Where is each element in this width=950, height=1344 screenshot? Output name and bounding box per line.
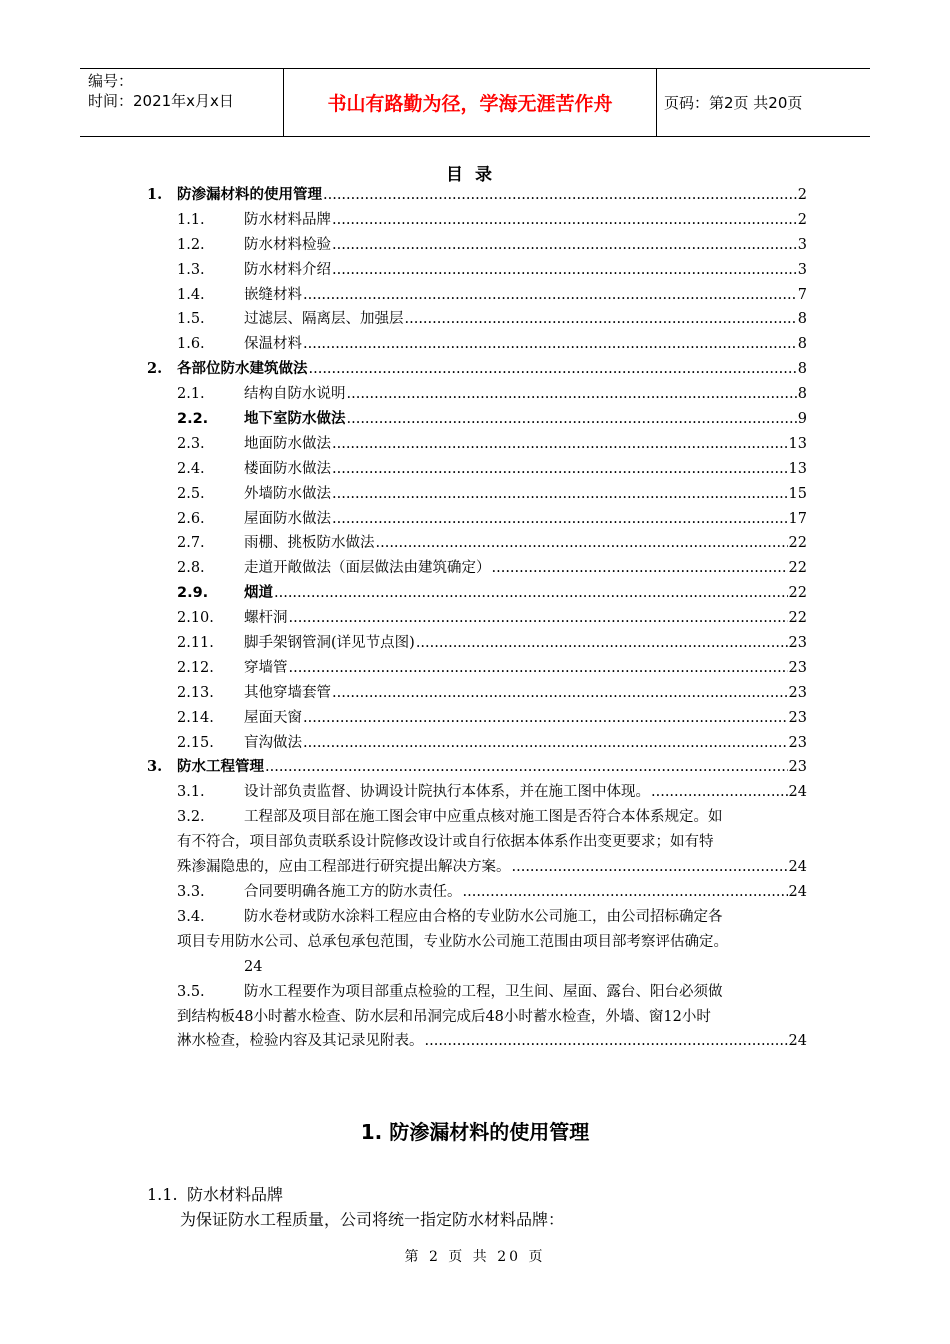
page-footer: 第 2 页 共 20 页	[404, 1249, 546, 1265]
toc-entry-text-line: 项目专用防水公司、总承包承包范围，专业防水公司施工范围由项目部考察评估确定。	[177, 933, 728, 950]
toc-entry[interactable]	[147, 531, 807, 556]
toc-entry[interactable]	[147, 382, 807, 407]
body-paragraph: 为保证防水工程质量，公司将统一指定防水材料品牌：	[180, 1210, 565, 1229]
toc-leader-dots	[416, 631, 788, 656]
toc-entry-number: 2.13.	[177, 684, 214, 701]
toc-leader-dots	[332, 681, 788, 706]
toc-entry-number: 1.5.	[177, 311, 205, 328]
toc-entry-number: 2.12.	[177, 659, 214, 676]
toc-entry-text: 走道开敞做法（面层做法由建筑确定）	[244, 560, 491, 577]
toc-entry-text: 各部位防水建筑做法	[177, 361, 308, 378]
toc-entry-page: 3	[797, 236, 807, 253]
toc-leader-dots	[332, 482, 788, 507]
header-meta	[80, 69, 283, 136]
toc-leader-dots	[332, 233, 797, 258]
toc-entry[interactable]	[147, 432, 807, 457]
toc-entry[interactable]	[147, 681, 807, 706]
toc-entry-text: 防渗漏材料的使用管理	[177, 187, 322, 203]
toc-entry-text: 防水材料品牌	[244, 211, 331, 228]
toc-entry-number: 2.	[147, 360, 163, 378]
toc-entry[interactable]	[147, 283, 807, 308]
toc-entry-page: 23	[788, 635, 807, 652]
toc-entry-text: 雨棚、挑板防水做法	[244, 535, 375, 552]
toc-leader-dots	[405, 307, 797, 332]
toc-entry[interactable]	[147, 656, 807, 681]
toc-leader-dots	[376, 531, 788, 556]
toc-entry-page: 22	[788, 610, 807, 627]
toc-entry-text: 合同要明确各施工方的防水责任。	[244, 883, 462, 900]
toc-entry[interactable]	[147, 706, 807, 731]
toc-entry-text: 地面防水做法	[244, 435, 331, 452]
toc-entry-number: 1.6.	[177, 336, 205, 353]
toc-entry[interactable]	[147, 457, 807, 482]
toc-entry-page: 13	[788, 435, 807, 452]
toc-entry[interactable]	[147, 357, 807, 382]
toc-leader-dots	[309, 357, 797, 382]
toc-entry[interactable]	[147, 606, 807, 631]
toc-leader-dots	[289, 606, 788, 631]
toc-entry-number: 2.15.	[177, 734, 214, 751]
toc-leader-dots	[425, 1029, 788, 1054]
toc-entry[interactable]	[147, 556, 807, 581]
toc-entry-text: 防水材料介绍	[244, 261, 331, 278]
toc-entry-page: 24	[244, 958, 263, 975]
toc-entry-page: 2	[797, 187, 807, 203]
toc-entry-number: 3.5.	[177, 983, 205, 1000]
toc-entry-page: 24	[788, 784, 807, 801]
toc-entry[interactable]	[147, 233, 807, 258]
toc-entry-page: 23	[788, 734, 807, 751]
toc-leader-dots	[303, 706, 788, 731]
toc-entry-number: 3.3.	[177, 883, 205, 900]
toc-entry-text: 穿墙管	[244, 659, 288, 676]
toc-leader-dots	[289, 656, 788, 681]
header-date: 时间：2021年x月x日	[88, 92, 234, 110]
toc-entry-page: 22	[788, 560, 807, 577]
toc-entry-text-line: 防水卷材或防水涂料工程应由合格的专业防水公司施工，由公司招标确定各	[244, 908, 723, 925]
toc-leader-dots	[463, 880, 788, 905]
section-title: 1. 防渗漏材料的使用管理	[360, 1120, 590, 1144]
toc-entry[interactable]	[147, 332, 807, 357]
toc-leader-dots	[347, 407, 797, 432]
toc-entry-number: 2.9.	[177, 585, 209, 602]
toc-entry-text-line: 殊渗漏隐患的，应由工程部进行研究提出解决方案。	[177, 859, 511, 876]
toc-entry-number: 1.3.	[177, 261, 205, 278]
toc-entry-number: 1.2.	[177, 236, 205, 253]
toc-entry-text: 结构自防水说明	[244, 386, 346, 403]
subsection-text: 防水材料品牌	[187, 1185, 284, 1204]
toc-entry[interactable]	[147, 208, 807, 233]
header-motto: 书山有路勤为径，学海无涯苦作舟	[283, 69, 657, 136]
toc-leader-dots	[274, 581, 788, 606]
toc-leader-dots	[347, 382, 797, 407]
toc-entry-number: 1.4.	[177, 286, 205, 303]
toc-entry-number: 2.5.	[177, 485, 205, 502]
toc-entry-number: 3.4.	[177, 908, 205, 925]
toc-entry[interactable]	[147, 183, 807, 208]
header-number: 编号：	[88, 72, 134, 90]
toc-entry-number: 2.6.	[177, 510, 205, 527]
toc-leader-dots	[332, 208, 797, 233]
toc-entry-number: 1.1.	[177, 211, 205, 228]
toc-entry-page: 7	[797, 286, 807, 303]
toc-entry-text-line: 有不符合，项目部负责联系设计院修改设计或自行依据本体系作出变更要求；如有特	[177, 834, 714, 851]
toc-entry-number: 2.10.	[177, 610, 214, 627]
toc-entry-page: 22	[788, 585, 807, 602]
toc-leader-dots	[265, 755, 788, 780]
subsection-number: 1.1.	[147, 1185, 178, 1204]
toc-entry[interactable]	[147, 581, 807, 606]
toc-leader-dots	[303, 731, 788, 756]
toc-entry-text: 嵌缝材料	[244, 286, 302, 303]
toc-entry-page: 15	[788, 485, 807, 502]
toc-entry-number: 2.3.	[177, 435, 205, 452]
toc-entry-text-line: 工程部及项目部在施工图会审中应重点核对施工图是否符合本体系规定。如	[244, 809, 723, 826]
header-page-info: 页码：第2页 共20页	[664, 94, 803, 112]
subsection-title	[147, 1182, 283, 1205]
toc-title: 目录	[446, 165, 504, 185]
toc-entry-page: 17	[788, 510, 807, 527]
toc-entry-text: 脚手架钢管洞(详见节点图)	[244, 635, 415, 652]
toc-leader-dots	[492, 556, 788, 581]
toc-entry-text: 防水材料检验	[244, 236, 331, 253]
toc-entry-number: 2.4.	[177, 460, 205, 477]
toc-entry-page: 22	[788, 535, 807, 552]
toc-leader-dots	[303, 283, 797, 308]
toc-entry-page: 23	[788, 659, 807, 676]
toc-entry-text: 外墙防水做法	[244, 485, 331, 502]
toc-entry-number: 3.2.	[177, 809, 205, 826]
toc-entry-text: 屋面防水做法	[244, 510, 331, 527]
toc-entry-text: 过滤层、隔离层、加强层	[244, 311, 404, 328]
toc-leader-dots	[651, 780, 788, 805]
toc-entry-text: 防水工程管理	[177, 759, 264, 776]
toc-entry-text: 楼面防水做法	[244, 460, 331, 477]
toc-entry-3-4[interactable]	[147, 905, 807, 980]
toc-entry[interactable]	[147, 307, 807, 332]
toc-entry-text: 螺杆洞	[244, 610, 288, 627]
toc-entry-page: 24	[788, 859, 807, 876]
toc-entry-page: 23	[788, 709, 807, 726]
toc-entry-text-line: 淋水检查，检验内容及其记录见附表。	[177, 1033, 424, 1050]
toc-entry-number: 2.7.	[177, 535, 205, 552]
toc-entry[interactable]	[147, 755, 807, 780]
toc-leader-dots	[332, 258, 797, 283]
toc-entry-page: 2	[797, 211, 807, 228]
toc-entry-text-line: 防水工程要作为项目部重点检验的工程，卫生间、屋面、露台、阳台必须做	[244, 983, 723, 1000]
toc-entry-page: 8	[797, 311, 807, 328]
toc-entry-page: 9	[797, 411, 807, 428]
toc-entry-number: 3.	[147, 758, 163, 776]
toc-entry-text-line: 到结构板48小时蓄水检查、防水层和吊洞完成后48小时蓄水检查，外墙、窗12小时	[177, 1008, 711, 1025]
toc-leader-dots	[332, 432, 788, 457]
toc-entry-text: 屋面天窗	[244, 709, 302, 726]
toc-entry[interactable]	[147, 258, 807, 283]
toc-entry-page: 8	[797, 361, 807, 378]
toc-entry-number: 2.1.	[177, 386, 205, 403]
toc-leader-dots	[332, 457, 788, 482]
toc-entry-number: 2.11.	[177, 635, 214, 652]
toc-entry-number: 2.2.	[177, 411, 209, 428]
toc-entry-text: 盲沟做法	[244, 734, 302, 751]
toc-entry[interactable]	[147, 731, 807, 756]
toc-entry-number: 1.	[147, 186, 163, 203]
toc-entry-number: 3.1.	[177, 784, 205, 801]
table-of-contents	[147, 183, 807, 1054]
toc-entry[interactable]	[147, 507, 807, 532]
toc-entry-page: 23	[788, 684, 807, 701]
toc-entry-page: 3	[797, 261, 807, 278]
toc-entry-3-3[interactable]	[147, 880, 807, 905]
toc-entry-page: 24	[788, 1033, 807, 1050]
toc-entry-text: 设计部负责监督、协调设计院执行本体系，并在施工图中体现。	[244, 784, 650, 801]
toc-entry[interactable]	[147, 482, 807, 507]
toc-entry-page: 8	[797, 386, 807, 403]
toc-entry-number: 2.8.	[177, 560, 205, 577]
toc-leader-dots	[323, 183, 797, 208]
toc-entry-page: 13	[788, 460, 807, 477]
toc-entry-page: 24	[788, 883, 807, 900]
toc-entry-page: 23	[788, 759, 807, 776]
toc-entry-3-5[interactable]	[147, 980, 807, 1055]
toc-leader-dots	[512, 855, 788, 880]
page-header	[80, 68, 870, 137]
toc-entry[interactable]	[147, 407, 807, 432]
toc-leader-dots	[332, 507, 788, 532]
toc-entry-text: 保温材料	[244, 336, 302, 353]
toc-entry-text: 烟道	[244, 585, 273, 602]
toc-entry-number: 2.14.	[177, 709, 214, 726]
toc-leader-dots	[303, 332, 797, 357]
toc-entry[interactable]	[147, 631, 807, 656]
toc-entry-page: 8	[797, 336, 807, 353]
toc-entry-text: 地下室防水做法	[244, 411, 346, 428]
toc-entry-text: 其他穿墙套管	[244, 684, 331, 701]
toc-entry[interactable]	[147, 780, 807, 805]
toc-entry-3-2[interactable]	[147, 805, 807, 880]
